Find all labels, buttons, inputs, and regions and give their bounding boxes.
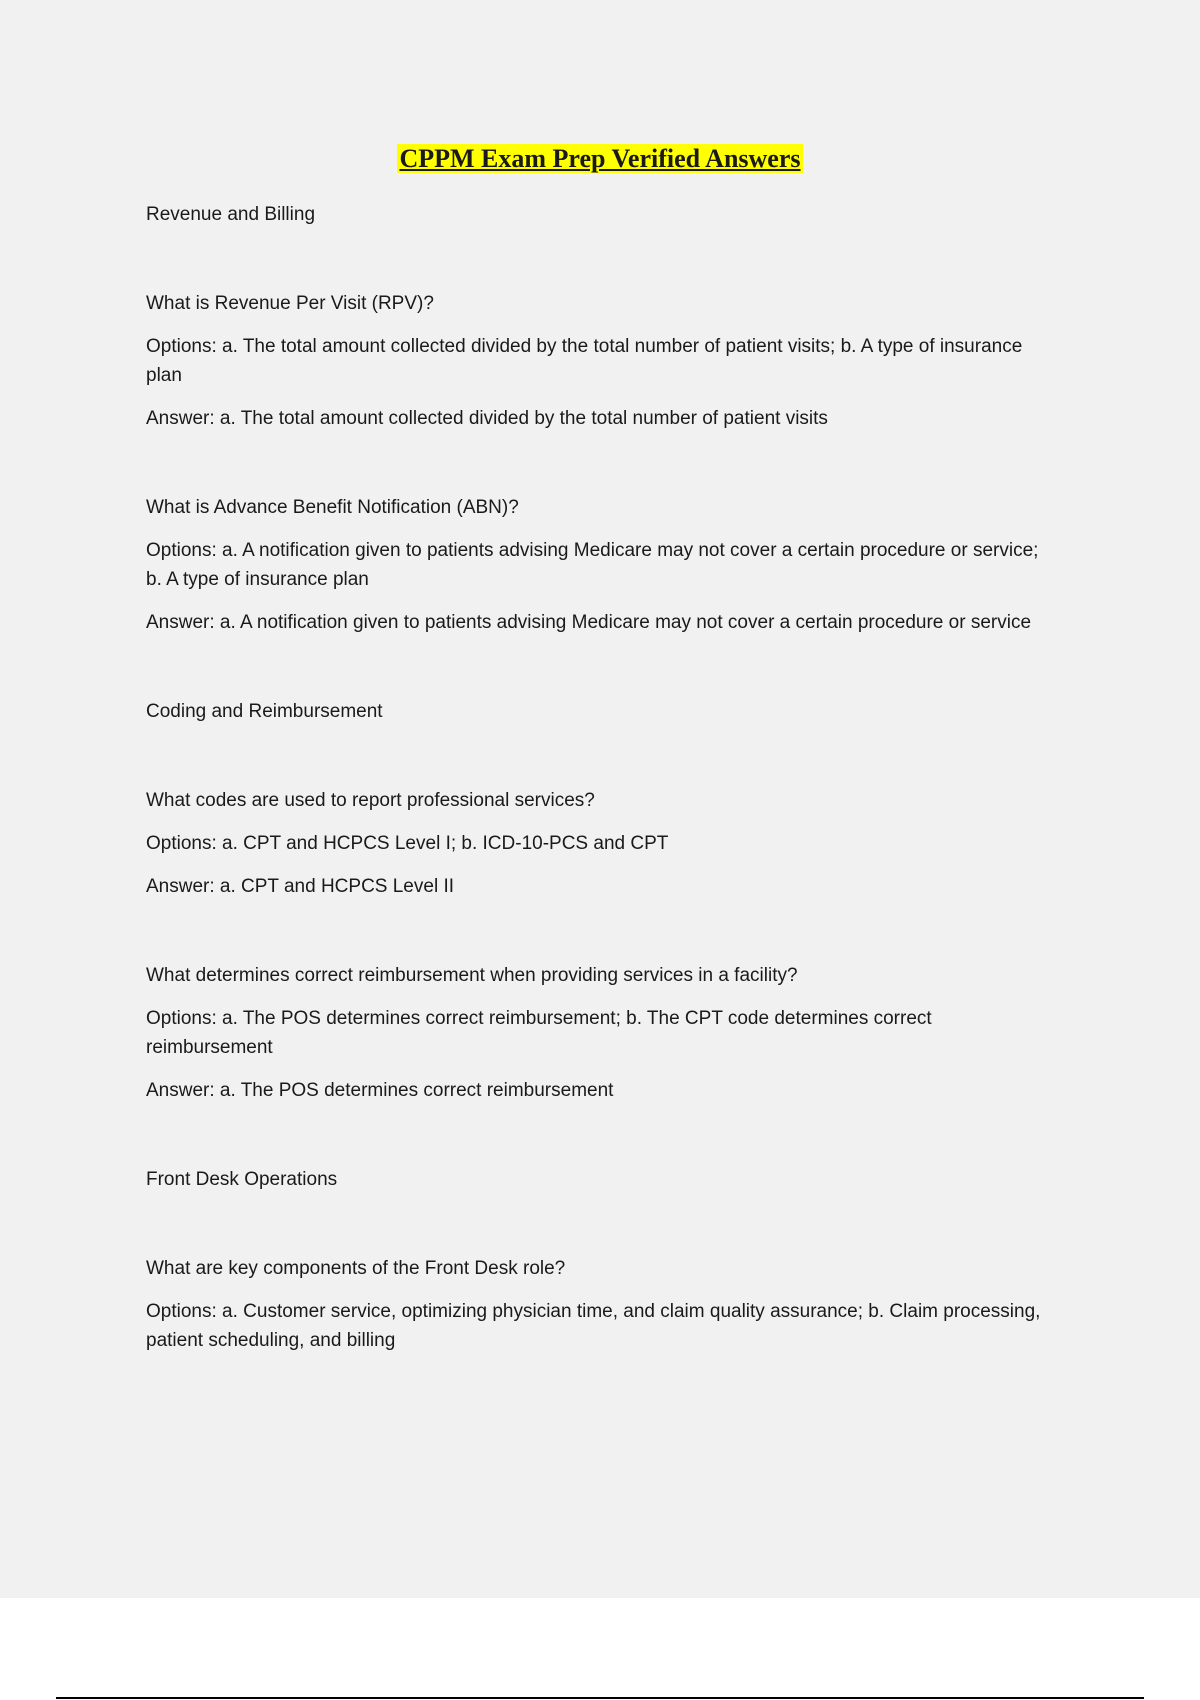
question-text: What codes are used to report professional services? (146, 790, 595, 811)
document-content (146, 144, 1046, 1415)
question-text: What determines correct reimbursement when providing services in a facility? (146, 965, 798, 986)
document-title: CPPM Exam Prep Verified Answers (399, 144, 801, 173)
options-text: Options: a. The total amount collected divided by the total number of patient visits; b. A type of insurance plan (146, 336, 1023, 386)
answer-text: Answer: a. CPT and HCPCS Level II (146, 876, 454, 897)
section-coding-reimbursement (146, 697, 1046, 1105)
qa-item (146, 493, 1046, 637)
section-front-desk (146, 1165, 1046, 1355)
footer-divider (56, 1697, 1144, 1699)
answer-text: Answer: a. The POS determines correct reimbursement (146, 1080, 614, 1101)
options-text: Options: a. A notification given to patients advising Medicare may not cover a certain procedure or service; b. A type of insurance plan (146, 540, 1039, 590)
answer-text: Answer: a. The total amount collected divided by the total number of patient visits (146, 408, 828, 429)
question-text: What is Advance Benefit Notification (ABN)? (146, 497, 519, 518)
qa-item (146, 289, 1046, 433)
options-text: Options: a. CPT and HCPCS Level I; b. ICD-10-PCS and CPT (146, 833, 669, 854)
qa-item (146, 1254, 1046, 1355)
title-wrap (0, 144, 1200, 174)
section-revenue-billing (146, 200, 1046, 637)
section-heading: Revenue and Billing (146, 204, 316, 225)
answer-text: Answer: a. A notification given to patients advising Medicare may not cover a certain procedure or service (146, 612, 1032, 633)
section-heading: Front Desk Operations (146, 1169, 338, 1190)
qa-item (146, 786, 1046, 901)
section-heading: Coding and Reimbursement (146, 701, 383, 722)
question-text: What are key components of the Front Desk role? (146, 1258, 566, 1279)
question-text: What is Revenue Per Visit (RPV)? (146, 293, 434, 314)
options-text: Options: a. The POS determines correct reimbursement; b. The CPT code determines correct reimbursement (146, 1008, 932, 1058)
options-text: Options: a. Customer service, optimizing physician time, and claim quality assurance; b. Claim processing, patient scheduling, and billing (146, 1301, 1041, 1351)
qa-item (146, 961, 1046, 1105)
